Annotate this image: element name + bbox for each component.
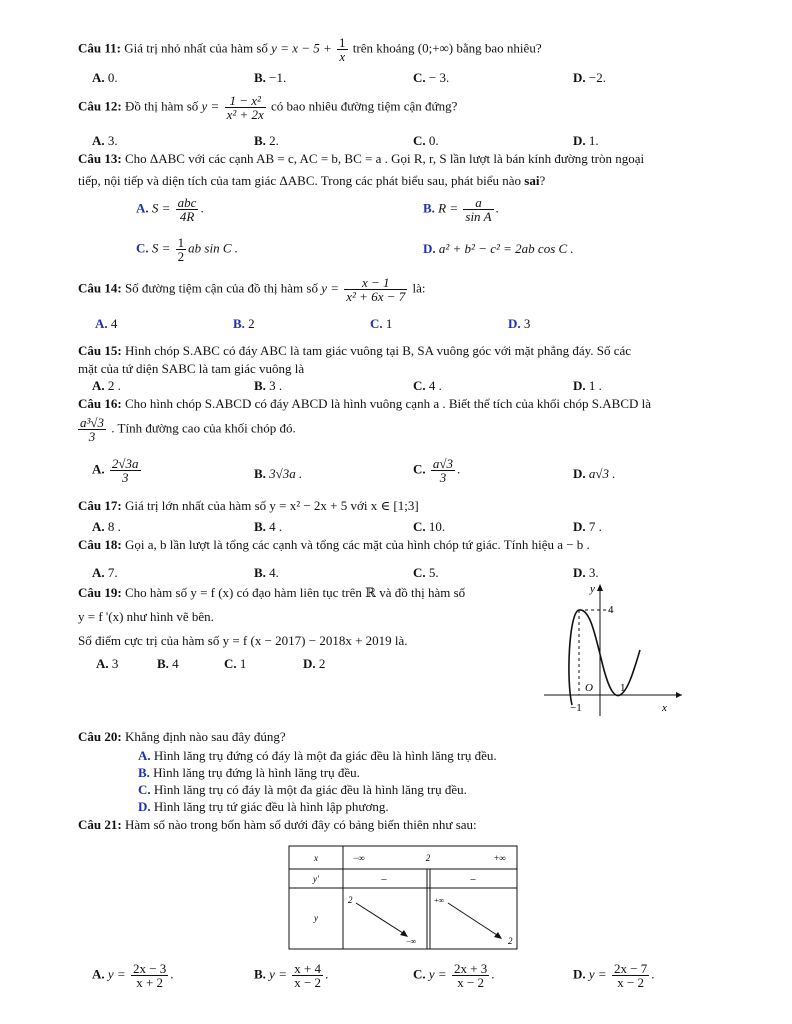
opt-key: A. bbox=[92, 519, 105, 534]
q14-option-d[interactable] bbox=[508, 316, 530, 331]
q21-option-a[interactable] bbox=[92, 962, 174, 989]
opt-key: B. bbox=[254, 466, 266, 481]
table-y-header: y bbox=[314, 913, 318, 923]
opt-val: − 3. bbox=[428, 70, 450, 85]
opt-key: D. bbox=[303, 656, 316, 671]
q19-stem-line2: y = f '(x) như hình vẽ bên. bbox=[78, 609, 214, 624]
q14-option-c[interactable] bbox=[370, 316, 392, 331]
opt-key: D. bbox=[573, 70, 586, 85]
opt-key: D. bbox=[573, 565, 586, 580]
q16-stem-line1 bbox=[78, 396, 651, 411]
opt-key: C. bbox=[370, 316, 383, 331]
q18-label: Câu 18: bbox=[78, 537, 122, 552]
q17-option-d[interactable] bbox=[573, 519, 602, 534]
opt-val: 5. bbox=[428, 565, 439, 580]
q13-option-a[interactable] bbox=[136, 196, 204, 223]
q16-option-d[interactable] bbox=[573, 466, 616, 481]
opt-val: 4. bbox=[269, 565, 279, 580]
opt-val: Hình lăng trụ đứng có đáy là một đa giác đều là hình lăng trụ đều. bbox=[153, 748, 497, 763]
opt-val: Hình lăng trụ đứng là hình lăng trụ đều. bbox=[153, 765, 360, 780]
table-y-end: 2 bbox=[508, 936, 513, 946]
opt-key: B. bbox=[254, 378, 266, 393]
opt-post: . bbox=[651, 966, 655, 982]
q20-stem bbox=[78, 729, 286, 744]
opt-fraction: $\frac{\text{abc}}{4R}$ bbox=[177, 195, 197, 224]
q15-stem-line1 bbox=[78, 343, 631, 358]
q12-option-b[interactable] bbox=[254, 133, 279, 148]
q17-option-c[interactable] bbox=[413, 519, 445, 534]
opt-val: 8 . bbox=[107, 519, 121, 534]
opt-val: 3 bbox=[111, 656, 119, 671]
q12-option-a[interactable] bbox=[92, 133, 118, 148]
q15-label: Câu 15: bbox=[78, 343, 122, 358]
opt-key: C. bbox=[413, 461, 426, 477]
q13-qmark: ? bbox=[539, 173, 546, 188]
q20-option-d[interactable] bbox=[138, 799, 389, 814]
q21-option-d[interactable] bbox=[573, 962, 655, 989]
q15-text: Hình chóp S.ABC có đáy ABC là tam giác vuông tại B, SA vuông góc với mặt phẳng đáy. Số các bbox=[124, 343, 632, 358]
opt-fraction: $\frac{a√3}{3}$ bbox=[432, 456, 454, 485]
opt-val: 0. bbox=[107, 70, 118, 85]
q11-option-a[interactable] bbox=[92, 70, 118, 85]
opt-val: 3. bbox=[588, 565, 599, 580]
opt-eq: R = bbox=[438, 200, 459, 216]
q11-formula: y = x − 5 + bbox=[271, 40, 332, 56]
q11-option-d[interactable] bbox=[573, 70, 606, 85]
q14-option-a[interactable] bbox=[95, 316, 117, 331]
q11-text3: bằng bao nhiêu? bbox=[456, 40, 542, 56]
opt-key: C. bbox=[413, 378, 426, 393]
q18-stem bbox=[78, 537, 590, 552]
q19-option-c[interactable] bbox=[224, 656, 246, 671]
opt-key: D. bbox=[573, 966, 586, 982]
graph-tick-4: 4 bbox=[608, 604, 614, 616]
q20-option-a[interactable] bbox=[138, 748, 497, 763]
opt-val: 3 . bbox=[269, 378, 283, 393]
opt-eq: S = bbox=[151, 200, 171, 216]
opt-fraction: $\frac{2x - 3}{x + 2}$ bbox=[132, 961, 167, 990]
q21-label: Câu 21: bbox=[78, 817, 122, 832]
opt-val: 4 . bbox=[428, 378, 442, 393]
opt-fraction: $\frac{1}{2}$ bbox=[177, 235, 185, 264]
derivative-curve bbox=[569, 610, 640, 705]
q13-option-c[interactable] bbox=[136, 236, 238, 263]
opt-key: A. bbox=[138, 748, 151, 763]
opt-key: D. bbox=[573, 519, 586, 534]
table-x-header: x bbox=[314, 853, 318, 863]
y-axis-arrow bbox=[597, 584, 603, 591]
q16-fraction: $\frac{\text{a³√3}}{3}$ bbox=[80, 415, 105, 444]
q19-option-a[interactable] bbox=[96, 656, 118, 671]
opt-post: . bbox=[325, 966, 329, 982]
q19-stem-line1 bbox=[78, 585, 465, 600]
opt-fraction: $\frac{a}{\text{sin A}}$ bbox=[465, 195, 492, 224]
q16-label: Câu 16: bbox=[78, 396, 122, 411]
q21-variation-table bbox=[288, 845, 520, 951]
table-x-minus-inf: −∞ bbox=[353, 853, 365, 863]
opt-key: A. bbox=[92, 133, 105, 148]
opt-key: C. bbox=[138, 782, 151, 797]
opt-val: a√3 . bbox=[588, 466, 616, 481]
opt-val: −1. bbox=[269, 70, 287, 85]
opt-val: 4 . bbox=[269, 519, 283, 534]
q17-label: Câu 17: bbox=[78, 498, 122, 513]
table-sign-1: − bbox=[380, 874, 388, 886]
opt-eq: S = bbox=[151, 240, 171, 256]
opt-key: B. bbox=[138, 765, 150, 780]
q11-option-c[interactable] bbox=[413, 70, 449, 85]
q20-text: Khẳng định nào sau đây đúng? bbox=[124, 729, 286, 744]
opt-post: . bbox=[495, 200, 499, 216]
table-arrowhead-1 bbox=[400, 930, 408, 937]
table-x-plus-inf: +∞ bbox=[494, 853, 506, 863]
q15-option-d[interactable] bbox=[573, 378, 602, 393]
opt-key: C. bbox=[413, 133, 426, 148]
q12-text2: có bao nhiêu đường tiệm cận đứng? bbox=[271, 98, 458, 114]
q11-option-b[interactable] bbox=[254, 70, 286, 85]
q13-label: Câu 13: bbox=[78, 151, 122, 166]
q16-option-a[interactable] bbox=[92, 457, 143, 484]
opt-key: B. bbox=[423, 200, 435, 216]
opt-key: B. bbox=[254, 565, 266, 580]
q19-label: Câu 19: bbox=[78, 585, 122, 600]
opt-post: . bbox=[170, 966, 174, 982]
opt-key: D. bbox=[573, 466, 586, 481]
q21-stem bbox=[78, 817, 477, 832]
opt-y: y = bbox=[269, 966, 287, 982]
opt-val: 1 bbox=[385, 316, 393, 331]
q17-text: Giá trị lớn nhất của hàm số y = x² − 2x + 5 với x ∈ [1;3] bbox=[124, 498, 419, 513]
opt-val: 4 bbox=[172, 656, 179, 671]
opt-val: Hình lăng trụ tứ giác đều là hình lập phương. bbox=[153, 799, 389, 814]
opt-key: A. bbox=[92, 70, 105, 85]
opt-key: B. bbox=[157, 656, 169, 671]
opt-key: A. bbox=[92, 565, 105, 580]
opt-val: 1. bbox=[588, 133, 599, 148]
table-arrowhead-2 bbox=[494, 932, 502, 939]
opt-val: a² + b² − c² = 2ab cos C . bbox=[438, 241, 574, 256]
q20-option-b[interactable] bbox=[138, 765, 360, 780]
table-y-plus-inf: +∞ bbox=[434, 896, 445, 905]
opt-val: 1 bbox=[239, 656, 247, 671]
q18-option-b[interactable] bbox=[254, 565, 279, 580]
q21-text: Hàm số nào trong bốn hàm số dưới đây có bảng biến thiên như sau: bbox=[124, 817, 477, 832]
q19-derivative-graph bbox=[536, 580, 686, 720]
q18-text: Gọi a, b lần lượt là tổng các cạnh và tổng các mặt của hình chóp tứ giác. Tính hiệu a − b . bbox=[124, 537, 590, 552]
q18-option-a[interactable] bbox=[92, 565, 118, 580]
q12-y: y = bbox=[201, 98, 220, 114]
opt-val: 2 . bbox=[107, 378, 121, 393]
graph-origin-label: O bbox=[585, 682, 593, 694]
opt-val: 1 . bbox=[588, 378, 602, 393]
opt-key: B. bbox=[233, 316, 245, 331]
q11-stem bbox=[78, 36, 542, 63]
q14-text2: là: bbox=[412, 280, 426, 296]
q20-label: Câu 20: bbox=[78, 729, 122, 744]
q13-emphasis: sai bbox=[524, 173, 540, 188]
q19-option-d[interactable] bbox=[303, 656, 325, 671]
opt-val: Hình lăng trụ có đáy là một đa giác đều là hình lăng trụ đều. bbox=[153, 782, 467, 797]
q11-text: Giá trị nhỏ nhất của hàm số bbox=[124, 40, 268, 56]
opt-key: C. bbox=[413, 565, 426, 580]
opt-key: C. bbox=[136, 240, 149, 256]
table-yprime-header: y' bbox=[313, 874, 319, 884]
q12-stem bbox=[78, 94, 457, 121]
opt-key: A. bbox=[95, 316, 108, 331]
graph-tick-minus1: −1 bbox=[570, 702, 582, 714]
opt-y: y = bbox=[588, 966, 607, 982]
opt-key: D. bbox=[423, 241, 436, 256]
q18-option-d[interactable] bbox=[573, 565, 599, 580]
q12-option-d[interactable] bbox=[573, 133, 599, 148]
q12-text: Đồ thị hàm số bbox=[124, 98, 199, 114]
q19-text: Cho hàm số y = f (x) có đạo hàm liên tục trên ℝ và đồ thị hàm số bbox=[124, 585, 466, 600]
opt-post: . bbox=[200, 200, 204, 216]
q15-option-b[interactable] bbox=[254, 378, 282, 393]
q15-option-c[interactable] bbox=[413, 378, 442, 393]
opt-val: 7 . bbox=[588, 519, 602, 534]
graph-x-label: x bbox=[662, 702, 667, 714]
graph-tick-1: 1 bbox=[620, 682, 626, 694]
opt-key: D. bbox=[573, 133, 586, 148]
q21-option-c[interactable] bbox=[413, 962, 495, 989]
table-arrow-down-1 bbox=[356, 903, 406, 935]
opt-y: y = bbox=[428, 966, 447, 982]
opt-val: 3√3a . bbox=[269, 466, 303, 481]
q12-option-c[interactable] bbox=[413, 133, 439, 148]
opt-val: 0. bbox=[428, 133, 439, 148]
x-axis-arrow bbox=[676, 692, 682, 698]
q16-stem-line2 bbox=[76, 416, 296, 443]
q11-text2: trên khoảng bbox=[352, 40, 415, 56]
q18-option-c[interactable] bbox=[413, 565, 439, 580]
q13-option-d[interactable] bbox=[423, 241, 574, 256]
opt-val: 10. bbox=[428, 519, 446, 534]
q17-option-b[interactable] bbox=[254, 519, 282, 534]
opt-val: 2. bbox=[269, 133, 279, 148]
table-x-two: 2 bbox=[425, 853, 431, 863]
opt-key: B. bbox=[254, 966, 266, 982]
opt-key: C. bbox=[224, 656, 237, 671]
opt-val: 4 bbox=[110, 316, 118, 331]
q16-text: Cho hình chóp S.ABCD có đáy ABCD là hình vuông cạnh a . Biết thể tích của khối chóp S.ABCD là bbox=[124, 396, 652, 411]
opt-key: D. bbox=[573, 378, 586, 393]
q17-stem bbox=[78, 498, 419, 513]
q14-label: Câu 14: bbox=[78, 280, 122, 296]
q14-stem bbox=[78, 276, 426, 303]
q15-option-a[interactable] bbox=[92, 378, 121, 393]
q14-y: y = bbox=[321, 280, 340, 296]
opt-key: A. bbox=[136, 200, 149, 216]
q20-option-c[interactable] bbox=[138, 782, 467, 797]
opt-key: D. bbox=[508, 316, 521, 331]
q19-stem-line3: Số điểm cực trị của hàm số y = f (x − 2017) − 2018x + 2019 là. bbox=[78, 633, 408, 648]
opt-post: ab sin C . bbox=[188, 240, 239, 256]
opt-fraction: $\frac{2x - 7}{x - 2}$ bbox=[613, 961, 648, 990]
q12-fraction: $\frac{\text{1 − x²}}{\text{x² + 2x}}$ bbox=[226, 93, 264, 122]
opt-key: A. bbox=[92, 378, 105, 393]
q19-option-b[interactable] bbox=[157, 656, 179, 671]
q14-option-b[interactable] bbox=[233, 316, 255, 331]
opt-key: A. bbox=[92, 966, 105, 982]
q12-label: Câu 12: bbox=[78, 98, 122, 114]
q11-fraction: $\frac{1}{x}$ bbox=[339, 35, 346, 64]
table-y-start: 2 bbox=[348, 895, 353, 905]
opt-val: −2. bbox=[588, 70, 606, 85]
opt-val: 3 bbox=[523, 316, 531, 331]
opt-val: 2 bbox=[318, 656, 326, 671]
q21-option-b[interactable] bbox=[254, 962, 328, 989]
opt-key: D. bbox=[138, 799, 151, 814]
q11-interval: (0;+∞) bbox=[417, 40, 454, 56]
opt-fraction: $\frac{2x + 3}{x - 2}$ bbox=[453, 961, 488, 990]
opt-post: . bbox=[457, 461, 461, 477]
opt-key: B. bbox=[254, 133, 266, 148]
q14-text: Số đường tiệm cận của đồ thị hàm số bbox=[124, 280, 318, 296]
opt-y: y = bbox=[107, 966, 126, 982]
opt-key: C. bbox=[413, 519, 426, 534]
q16-text2: . Tính đường cao của khối chóp đó. bbox=[111, 420, 296, 436]
q15-stem-line2: mặt của tứ diện SABC là tam giác vuông là bbox=[78, 361, 305, 376]
q13-text: Cho ΔABC với các cạnh AB = c, AC = b, BC = a . Gọi R, r, S lần lượt là bán kính đường tròn ngoại bbox=[124, 151, 645, 166]
q16-option-c[interactable] bbox=[413, 457, 460, 484]
opt-key: B. bbox=[254, 519, 266, 534]
opt-key: A. bbox=[92, 461, 105, 477]
opt-key: C. bbox=[413, 70, 426, 85]
q13-option-b[interactable] bbox=[423, 196, 499, 223]
q13-stem-line2 bbox=[78, 173, 545, 188]
q14-fraction: $\frac{x - 1}{\text{x² + 6x − 7}}$ bbox=[346, 275, 406, 304]
table-sign-2: − bbox=[469, 874, 477, 886]
graph-y-label: y bbox=[590, 583, 595, 595]
q17-option-a[interactable] bbox=[92, 519, 121, 534]
opt-val: 3. bbox=[107, 133, 118, 148]
table-arrow-down-2 bbox=[448, 903, 500, 937]
opt-key: A. bbox=[96, 656, 109, 671]
q11-label: Câu 11: bbox=[78, 40, 121, 56]
opt-fraction: $\frac{x + 4}{x - 2}$ bbox=[294, 961, 322, 990]
opt-val: 2 bbox=[248, 316, 255, 331]
q13-stem-line1 bbox=[78, 151, 644, 166]
opt-val: 7. bbox=[107, 565, 118, 580]
opt-key: B. bbox=[254, 70, 266, 85]
q13-text2: tiếp, nội tiếp và diện tích của tam giác ΔABC. Trong các phát biểu sau, phát biểu nào bbox=[78, 173, 522, 188]
opt-post: . bbox=[491, 966, 495, 982]
opt-key: C. bbox=[413, 966, 426, 982]
table-y-minus-inf: −∞ bbox=[406, 937, 417, 946]
q16-option-b[interactable] bbox=[254, 466, 302, 481]
opt-fraction: $\frac{2√3a}{3}$ bbox=[111, 456, 139, 485]
